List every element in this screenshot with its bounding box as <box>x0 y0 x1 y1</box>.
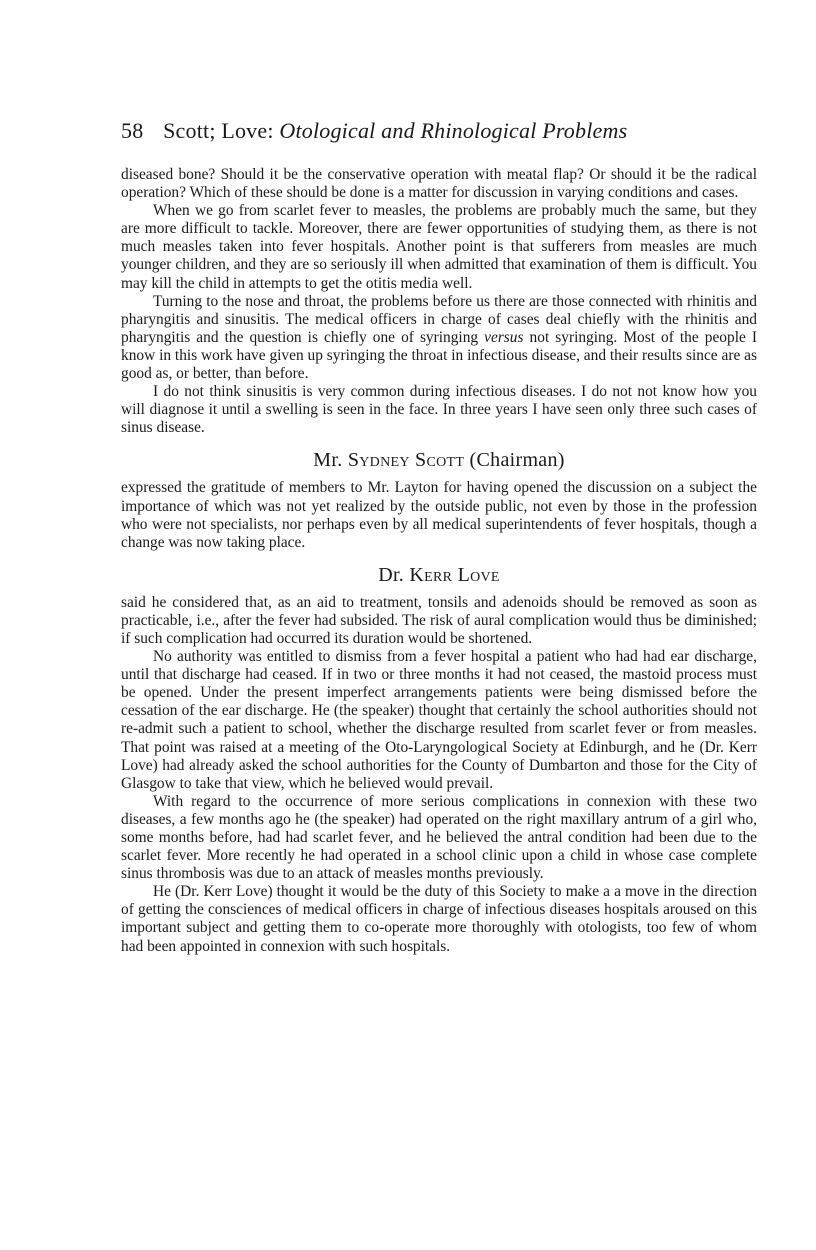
paragraph: diseased bone? Should it be the conservative operation with meatal flap? Or should it be the radical operation? Which of these should be done is a matter for discussion in varying conditions and cases. <box>121 166 757 202</box>
speaker-name: Kerr Love <box>409 563 500 586</box>
running-head <box>121 118 761 144</box>
paragraph: He (Dr. Kerr Love) thought it would be the duty of this Society to make a a move in the direction of getting the consciences of medical officers in charge of infectious diseases hospitals aroused on this important subject and getting them to co-operate more thoroughly with otologists, too few of whom had been appointed in connexion with such hospitals. <box>121 883 757 955</box>
page-number: 58 <box>121 118 144 143</box>
speaker-title: Dr. <box>378 563 405 586</box>
paragraph: With regard to the occurrence of more serious complications in connexion with these two diseases, a few months ago he (the speaker) had operated on the right maxillary antrum of a girl who, some months before, had had scarlet fever, and he believed the antral condition had been due to the scarlet fever. More recently he had operated in a school clinic upon a child in whose case complete sinus thrombosis was due to an attack of measles months previously. <box>121 792 757 883</box>
running-head-title: Otological and Rhinological Problems <box>279 118 628 143</box>
speaker-role: (Chairman) <box>469 449 565 472</box>
paragraph: When we go from scarlet fever to measles, the problems are probably much the same, but they are more difficult to tackle. Moreover, there are fewer opportunities of studying them, as there is not much measles taken into fever hospitals. Another point is that sufferers from measles are much younger children, and they are so seriously ill when admitted that examination of them is difficult. You may kill the child in attempts to get the otitis media well. <box>121 202 757 292</box>
paragraph: No authority was entitled to dismiss from a fever hospital a patient who had had ear discharge, until that discharge had ceased. If in two or three months it had not ceased, the mastoid process must be opened. Under the present imperfect arrangements patients were being dismissed before the cessation of the ear discharge. He (the speaker) thought that certainly the school authorities should not re-admit such a patient to school, whether the discharge resulted from scarlet fever or from measles. That point was raised at a meeting of the Oto-Laryngological Society at Edinburgh, and he (Dr. Kerr Love) had already asked the school authorities for the County of Dumbarton and those for the City of Glasgow to take that view, which he believed would prevail. <box>121 648 757 792</box>
paragraph-text: not syringing. Most of the people I know in this work have given up syringing the throat in infectious disease, and their results since are as good as, or better, than before. <box>121 328 757 383</box>
paragraph <box>121 293 757 383</box>
speaker-title: Mr. <box>313 449 343 472</box>
article-body <box>121 166 757 956</box>
speaker-heading-scott <box>121 447 757 473</box>
paragraph: expressed the gratitude of members to Mr. Layton for having opened the discussion on a subject the importance of which was not yet realized by the outside public, not even by those in the profession who were not specialists, nor perhaps even by all medical superintendents of fever hospitals, though a change was now taking place. <box>121 479 757 551</box>
paragraph-text: Turning to the nose and throat, the problems before us there are those connected with rhinitis and pharyngitis and sinusitis. The medical officers in charge of cases deal chiefly with the rhinitis and pharyngitis and the question is chiefly one of syringing <box>121 292 757 346</box>
running-head-authors: Scott; Love: <box>163 118 274 143</box>
speaker-name: Sydney Scott <box>347 449 465 472</box>
speaker-heading-love <box>121 562 757 588</box>
paragraph: said he considered that, as an aid to treatment, tonsils and adenoids should be removed as soon as practicable, i.e., after the fever had subsided. The risk of aural complication would thus be diminished; if such complication had occurred its duration would be shortened. <box>121 593 757 647</box>
italic-term: versus <box>484 328 524 346</box>
paragraph: I do not think sinusitis is very common during infectious diseases. I do not not know how you will diagnose it until a swelling is seen in the face. In three years I have seen only three such cases of sinus disease. <box>121 383 757 437</box>
